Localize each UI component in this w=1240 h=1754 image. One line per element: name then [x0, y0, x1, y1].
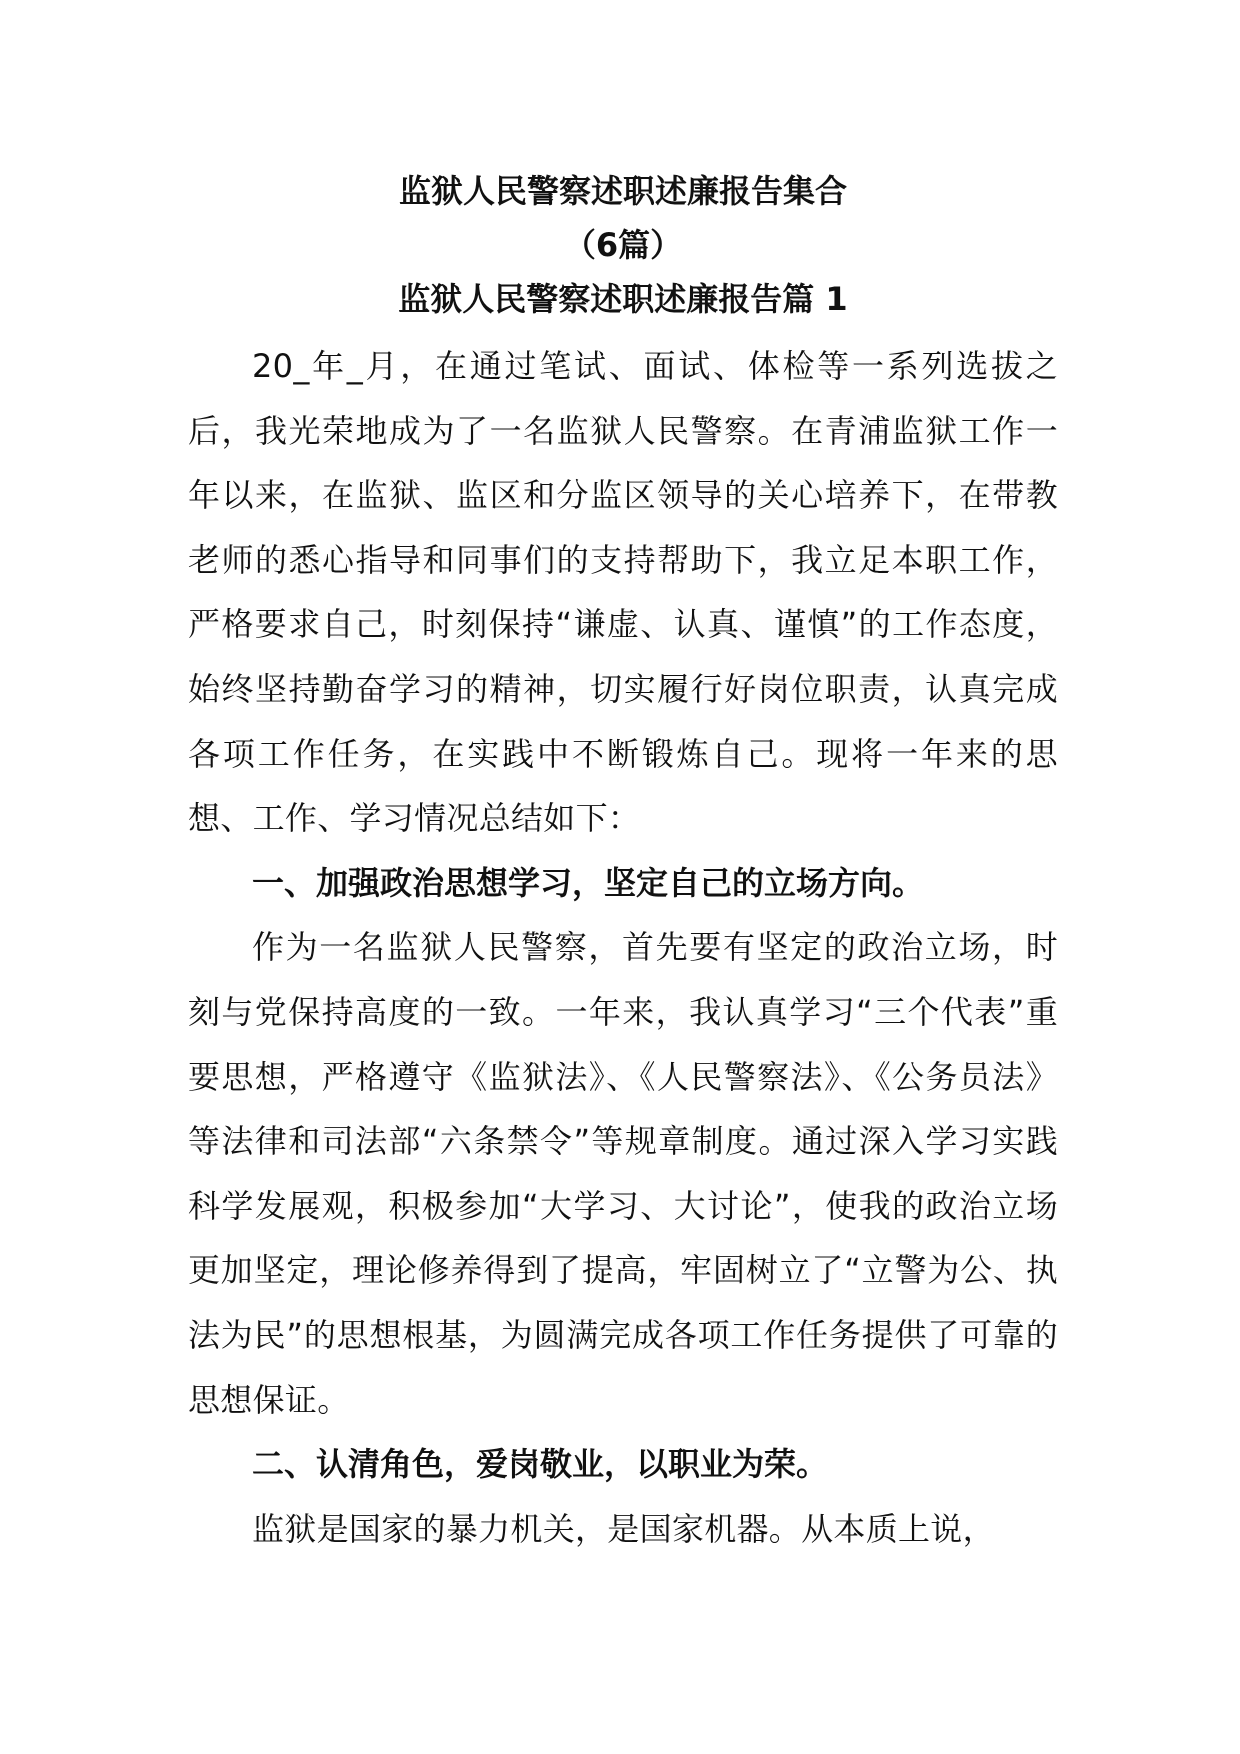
heading-role-dedication: 二、认清角色，爱岗敬业，以职业为荣。	[252, 1445, 829, 1484]
paragraph-intro: 20_年_月，在通过笔试、面试、体检等一系列选拔之后，我光荣地成为了一名监狱人民警察。在青浦监狱工作一年以来，在监狱、监区和分监区领导的关心培养下，在带教老师的悉心指导和同事们的支持帮助下，我立足本职工作，严格要求自己，时刻保持“谦虚、认真、谨慎”的工作态度，始终坚持勤奋学习的精神，切实履行好岗位职责，认真完成各项工作任务，在实践中不断锻炼自己。现将一年来的思想、工作、学习情况总结如下：	[188, 347, 1058, 838]
document-title-count: （6篇）	[563, 226, 683, 264]
paragraph-role-dedication: 监狱是国家的暴力机关，是国家机器。从本质上说，	[252, 1509, 995, 1548]
document-content	[188, 160, 1058, 1561]
document-title: 监狱人民警察述职述廉报告集合	[398, 172, 847, 210]
section-title: 监狱人民警察述职述廉报告篇 1	[398, 280, 848, 318]
paragraph-political-study: 作为一名监狱人民警察，首先要有坚定的政治立场，时刻与党保持高度的一致。一年来，我认真学习“三个代表”重要思想，严格遵守《监狱法》、《人民警察法》、《公务员法》等法律和司法部“六条禁令”等规章制度。通过深入学习实践科学发展观，积极参加“大学习、大讨论”，使我的政治立场更加坚定，理论修养得到了提高，牢固树立了“立警为公、执法为民”的思想根基，为圆满完成各项工作任务提供了可靠的思想保证。	[188, 928, 1058, 1419]
heading-political-study: 一、加强政治思想学习，坚定自己的立场方向。	[252, 863, 925, 902]
